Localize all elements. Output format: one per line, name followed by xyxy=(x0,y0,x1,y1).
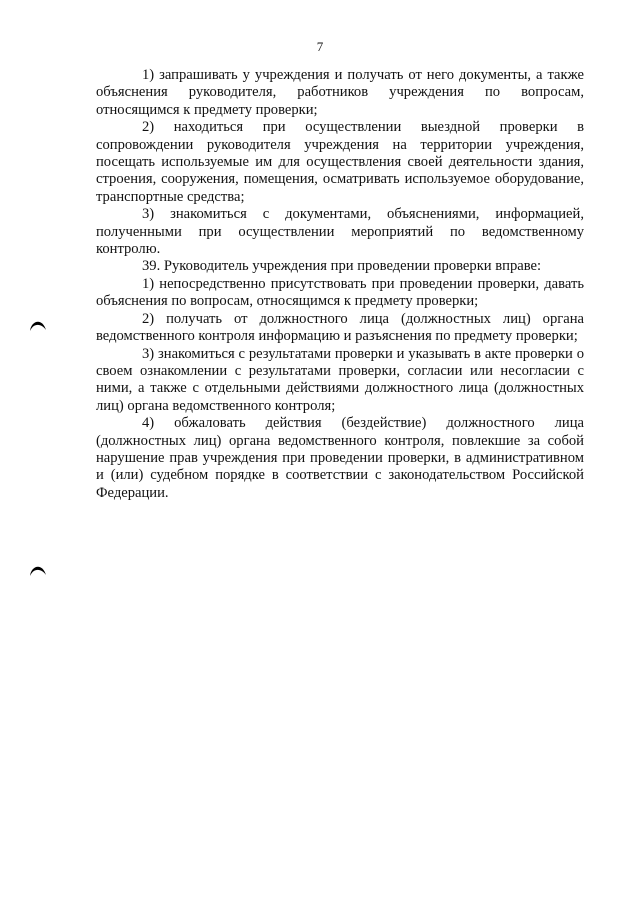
paragraph-clause-39: 39. Руководитель учреждения при проведении проверки вправе: xyxy=(142,258,542,275)
paragraph-receive-information: 2) получать от должностного лица (должностных лиц) органа ведомственного контроля информацию и разъяснения по предмету проверки; xyxy=(96,310,584,345)
paragraph-site-visit: 2) находиться при осуществлении выездной проверки в сопровождении руководителя учреждения на территории учреждения, посещать используемые им для осуществления своей деятельности здания, строения, сооружения, помещения, осматривать используемое оборудование, транспортные средства; xyxy=(96,119,584,205)
paragraph-attend-inspection: 1) непосредственно присутствовать при проведении проверки, давать объяснения по вопросам, относящимся к предмету проверки; xyxy=(96,275,584,310)
document-body xyxy=(96,67,584,502)
binding-arc-icon xyxy=(28,561,48,577)
paragraph-appeal-actions: 4) обжаловать действия (бездействие) должностного лица (должностных лиц) органа ведомственного контроля, повлекшие за собой нарушение прав учреждения при проведении проверки, в административном и (или) судебном порядке в соответствии с законодательством Российской Федерации. xyxy=(96,415,584,501)
paragraph-review-documents: 3) знакомиться с документами, объяснениями, информацией, полученными при осуществлении мероприятий по ведомственному контролю. xyxy=(96,206,584,258)
page-number: 7 xyxy=(316,39,324,54)
paragraph-request-documents: 1) запрашивать у учреждения и получать от него документы, а также объяснения руководителя, работников учреждения по вопросам, относящимся к предмету проверки; xyxy=(96,67,584,118)
paragraph-review-results: 3) знакомиться с результатами проверки и указывать в акте проверки о своем ознакомлении с результатами проверки, согласии или несогласии с ними, а также с отдельными действиями должностного лица (должностных лиц) органа ведомственного контроля; xyxy=(96,345,584,414)
binding-arc-icon xyxy=(28,316,48,332)
